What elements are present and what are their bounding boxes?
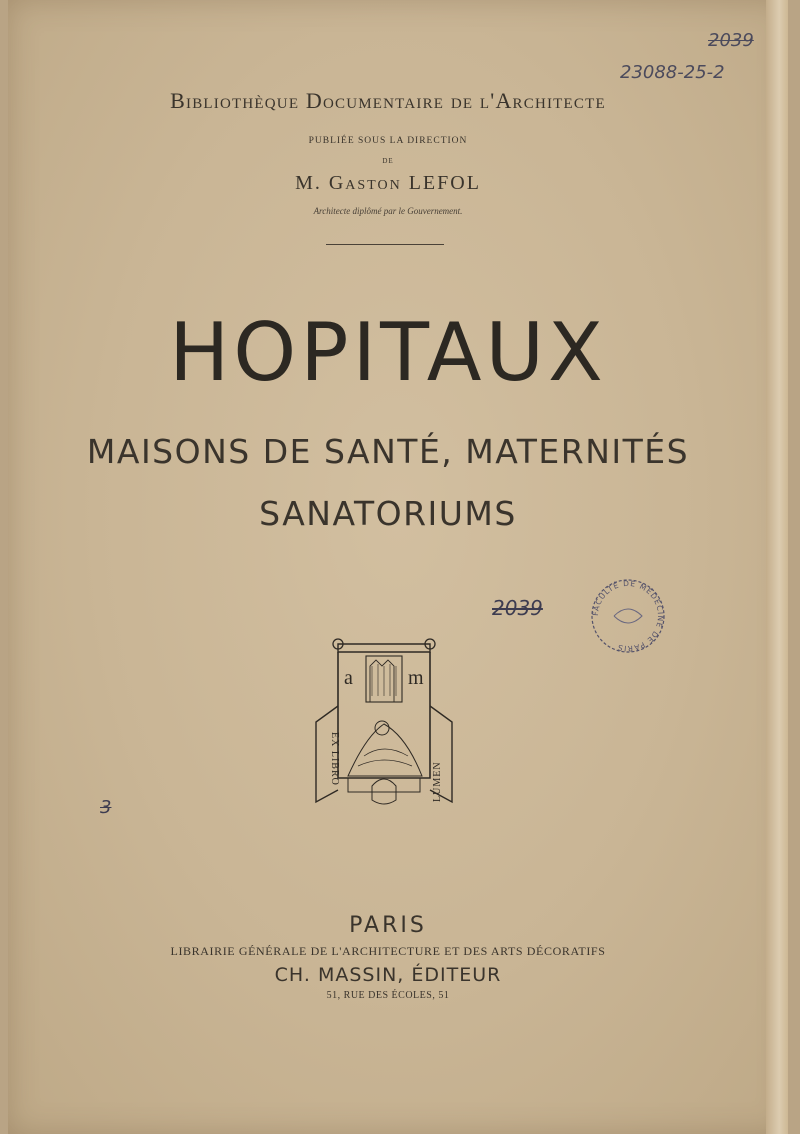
director-credential: Architecte diplômé par le Gouvernement.: [313, 206, 463, 216]
ex-libris-bookplate: [308, 636, 460, 816]
page-edge: [766, 0, 788, 1134]
subtitle-line-1: MAISONS DE SANTÉ, MATERNITÉS: [86, 432, 690, 471]
library-stamp: [588, 576, 668, 656]
title-page: [8, 0, 788, 1134]
director-name: M. Gaston LEFOL: [295, 172, 481, 194]
svg-text:LUMEN: LUMEN: [432, 761, 443, 802]
handwritten-struck-number-left: 3: [100, 797, 112, 818]
publisher-editeur: CH. MASSIN, ÉDITEUR: [274, 964, 502, 986]
handwritten-struck-number-middle: 2039: [492, 596, 543, 620]
de-line: DE: [382, 157, 394, 165]
publiee-line: PUBLIÉE SOUS LA DIRECTION: [308, 136, 468, 146]
main-title: HOPITAUX: [169, 306, 607, 399]
subtitle-line-2: SANATORIUMS: [259, 494, 517, 533]
publisher-address: 51, RUE DES ÉCOLES, 51: [326, 990, 450, 1001]
publisher-city: PARIS: [349, 913, 427, 938]
series-title: Bibliothèque Documentaire de l'Architecte: [170, 88, 606, 113]
svg-text:m: m: [408, 667, 424, 689]
handwritten-struck-number-top: 2039: [708, 30, 754, 51]
svg-text:FACULTÉ DE MÉDECINE DE PARIS: FACULTÉ DE MÉDECINE DE PARIS: [590, 578, 666, 654]
divider-rule: [326, 244, 444, 245]
svg-text:EX LIBRO: EX LIBRO: [329, 732, 340, 786]
handwritten-shelfmark: 23088-25-2: [620, 62, 725, 83]
svg-text:a: a: [344, 667, 353, 689]
publisher-librairie: LIBRAIRIE GÉNÉRALE DE L'ARCHITECTURE ET DES ARTS DÉCORATIFS: [170, 944, 606, 958]
